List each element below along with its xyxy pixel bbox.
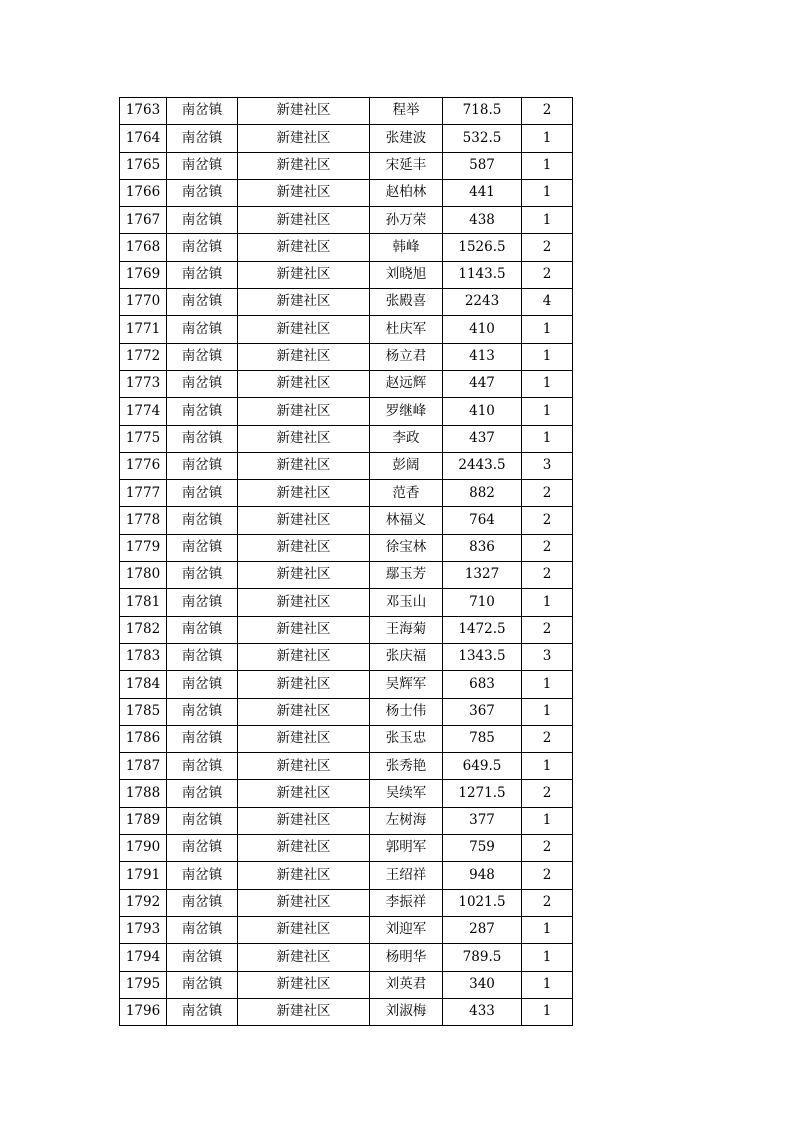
name-cell: 郭明军: [370, 835, 443, 862]
community-cell: 新建社区: [238, 507, 370, 534]
community-cell: 新建社区: [238, 316, 370, 343]
count-cell: 1: [522, 370, 573, 397]
amount-cell: 377: [443, 807, 522, 834]
amount-cell: 367: [443, 698, 522, 725]
row-number: 1775: [120, 425, 167, 452]
table-row: [120, 289, 573, 316]
community-cell: 新建社区: [238, 916, 370, 943]
name-cell: 刘迎军: [370, 916, 443, 943]
count-cell: 1: [522, 179, 573, 206]
table-row: [120, 998, 573, 1025]
name-cell: 范香: [370, 480, 443, 507]
table-row: [120, 452, 573, 479]
name-cell: 杨士伟: [370, 698, 443, 725]
town-cell: 南岔镇: [167, 480, 238, 507]
amount-cell: 1343.5: [443, 643, 522, 670]
row-number: 1773: [120, 370, 167, 397]
name-cell: 李政: [370, 425, 443, 452]
amount-cell: 1021.5: [443, 889, 522, 916]
community-cell: 新建社区: [238, 480, 370, 507]
table-row: [120, 807, 573, 834]
name-cell: 左树海: [370, 807, 443, 834]
community-cell: 新建社区: [238, 370, 370, 397]
row-number: 1766: [120, 179, 167, 206]
name-cell: 张玉忠: [370, 725, 443, 752]
town-cell: 南岔镇: [167, 507, 238, 534]
table-row: [120, 207, 573, 234]
table-row: [120, 562, 573, 589]
community-cell: 新建社区: [238, 835, 370, 862]
table-row: [120, 835, 573, 862]
town-cell: 南岔镇: [167, 725, 238, 752]
amount-cell: 532.5: [443, 125, 522, 152]
count-cell: 1: [522, 152, 573, 179]
count-cell: 1: [522, 944, 573, 971]
name-cell: 林福义: [370, 507, 443, 534]
name-cell: 刘淑梅: [370, 998, 443, 1025]
amount-cell: 948: [443, 862, 522, 889]
amount-cell: 287: [443, 916, 522, 943]
town-cell: 南岔镇: [167, 452, 238, 479]
town-cell: 南岔镇: [167, 152, 238, 179]
community-cell: 新建社区: [238, 179, 370, 206]
row-number: 1770: [120, 289, 167, 316]
town-cell: 南岔镇: [167, 179, 238, 206]
amount-cell: 1526.5: [443, 234, 522, 261]
name-cell: 杨立君: [370, 343, 443, 370]
town-cell: 南岔镇: [167, 589, 238, 616]
table-row: [120, 643, 573, 670]
town-cell: 南岔镇: [167, 343, 238, 370]
table-row: [120, 916, 573, 943]
table-row: [120, 98, 573, 125]
row-number: 1779: [120, 534, 167, 561]
town-cell: 南岔镇: [167, 944, 238, 971]
community-cell: 新建社区: [238, 398, 370, 425]
row-number: 1784: [120, 671, 167, 698]
community-cell: 新建社区: [238, 807, 370, 834]
count-cell: 2: [522, 889, 573, 916]
community-cell: 新建社区: [238, 725, 370, 752]
community-cell: 新建社区: [238, 753, 370, 780]
amount-cell: 1327: [443, 562, 522, 589]
row-number: 1764: [120, 125, 167, 152]
table-row: [120, 780, 573, 807]
table-row: [120, 725, 573, 752]
town-cell: 南岔镇: [167, 289, 238, 316]
town-cell: 南岔镇: [167, 643, 238, 670]
amount-cell: 410: [443, 398, 522, 425]
table-row: [120, 753, 573, 780]
row-number: 1769: [120, 261, 167, 288]
table-row: [120, 671, 573, 698]
row-number: 1772: [120, 343, 167, 370]
name-cell: 王绍祥: [370, 862, 443, 889]
community-cell: 新建社区: [238, 616, 370, 643]
count-cell: 1: [522, 753, 573, 780]
community-cell: 新建社区: [238, 971, 370, 998]
town-cell: 南岔镇: [167, 916, 238, 943]
count-cell: 2: [522, 234, 573, 261]
name-cell: 罗继峰: [370, 398, 443, 425]
town-cell: 南岔镇: [167, 425, 238, 452]
count-cell: 2: [522, 562, 573, 589]
community-cell: 新建社区: [238, 234, 370, 261]
name-cell: 张殿喜: [370, 289, 443, 316]
community-cell: 新建社区: [238, 452, 370, 479]
community-cell: 新建社区: [238, 562, 370, 589]
town-cell: 南岔镇: [167, 807, 238, 834]
name-cell: 赵远辉: [370, 370, 443, 397]
count-cell: 1: [522, 671, 573, 698]
count-cell: 2: [522, 616, 573, 643]
community-cell: 新建社区: [238, 643, 370, 670]
count-cell: 2: [522, 835, 573, 862]
amount-cell: 1472.5: [443, 616, 522, 643]
name-cell: 李振祥: [370, 889, 443, 916]
name-cell: 赵柏林: [370, 179, 443, 206]
row-number: 1792: [120, 889, 167, 916]
row-number: 1767: [120, 207, 167, 234]
row-number: 1771: [120, 316, 167, 343]
community-cell: 新建社区: [238, 425, 370, 452]
amount-cell: 410: [443, 316, 522, 343]
row-number: 1782: [120, 616, 167, 643]
community-cell: 新建社区: [238, 671, 370, 698]
count-cell: 2: [522, 862, 573, 889]
records-table-body: [120, 98, 573, 1026]
table-row: [120, 425, 573, 452]
amount-cell: 785: [443, 725, 522, 752]
count-cell: 1: [522, 807, 573, 834]
count-cell: 3: [522, 643, 573, 670]
amount-cell: 1271.5: [443, 780, 522, 807]
town-cell: 南岔镇: [167, 98, 238, 125]
row-number: 1765: [120, 152, 167, 179]
town-cell: 南岔镇: [167, 125, 238, 152]
name-cell: 杜庆军: [370, 316, 443, 343]
community-cell: 新建社区: [238, 207, 370, 234]
amount-cell: 437: [443, 425, 522, 452]
town-cell: 南岔镇: [167, 780, 238, 807]
count-cell: 2: [522, 780, 573, 807]
community-cell: 新建社区: [238, 998, 370, 1025]
row-number: 1795: [120, 971, 167, 998]
name-cell: 吴续军: [370, 780, 443, 807]
count-cell: 2: [522, 725, 573, 752]
town-cell: 南岔镇: [167, 316, 238, 343]
name-cell: 吴辉军: [370, 671, 443, 698]
town-cell: 南岔镇: [167, 971, 238, 998]
town-cell: 南岔镇: [167, 562, 238, 589]
count-cell: 1: [522, 916, 573, 943]
row-number: 1783: [120, 643, 167, 670]
community-cell: 新建社区: [238, 125, 370, 152]
amount-cell: 587: [443, 152, 522, 179]
row-number: 1780: [120, 562, 167, 589]
town-cell: 南岔镇: [167, 835, 238, 862]
count-cell: 1: [522, 425, 573, 452]
name-cell: 宋延丰: [370, 152, 443, 179]
count-cell: 2: [522, 98, 573, 125]
table-row: [120, 234, 573, 261]
table-row: [120, 889, 573, 916]
count-cell: 1: [522, 316, 573, 343]
community-cell: 新建社区: [238, 98, 370, 125]
table-row: [120, 398, 573, 425]
name-cell: 张庆福: [370, 643, 443, 670]
name-cell: 王海菊: [370, 616, 443, 643]
town-cell: 南岔镇: [167, 207, 238, 234]
name-cell: 徐宝林: [370, 534, 443, 561]
row-number: 1794: [120, 944, 167, 971]
name-cell: 韩峰: [370, 234, 443, 261]
table-row: [120, 589, 573, 616]
town-cell: 南岔镇: [167, 862, 238, 889]
town-cell: 南岔镇: [167, 698, 238, 725]
amount-cell: 649.5: [443, 753, 522, 780]
table-row: [120, 261, 573, 288]
community-cell: 新建社区: [238, 889, 370, 916]
community-cell: 新建社区: [238, 944, 370, 971]
town-cell: 南岔镇: [167, 370, 238, 397]
table-row: [120, 944, 573, 971]
count-cell: 3: [522, 452, 573, 479]
row-number: 1796: [120, 998, 167, 1025]
town-cell: 南岔镇: [167, 671, 238, 698]
community-cell: 新建社区: [238, 534, 370, 561]
table-row: [120, 480, 573, 507]
community-cell: 新建社区: [238, 780, 370, 807]
community-cell: 新建社区: [238, 152, 370, 179]
amount-cell: 433: [443, 998, 522, 1025]
amount-cell: 836: [443, 534, 522, 561]
count-cell: 1: [522, 398, 573, 425]
count-cell: 2: [522, 507, 573, 534]
name-cell: 彭阔: [370, 452, 443, 479]
row-number: 1776: [120, 452, 167, 479]
amount-cell: 441: [443, 179, 522, 206]
amount-cell: 764: [443, 507, 522, 534]
table-row: [120, 370, 573, 397]
town-cell: 南岔镇: [167, 234, 238, 261]
name-cell: 邓玉山: [370, 589, 443, 616]
community-cell: 新建社区: [238, 289, 370, 316]
town-cell: 南岔镇: [167, 753, 238, 780]
name-cell: 刘晓旭: [370, 261, 443, 288]
count-cell: 1: [522, 125, 573, 152]
name-cell: 张建波: [370, 125, 443, 152]
name-cell: 张秀艳: [370, 753, 443, 780]
table-row: [120, 316, 573, 343]
row-number: 1788: [120, 780, 167, 807]
count-cell: 1: [522, 589, 573, 616]
table-row: [120, 152, 573, 179]
amount-cell: 340: [443, 971, 522, 998]
amount-cell: 882: [443, 480, 522, 507]
count-cell: 1: [522, 698, 573, 725]
table-row: [120, 179, 573, 206]
amount-cell: 2443.5: [443, 452, 522, 479]
table-row: [120, 534, 573, 561]
row-number: 1781: [120, 589, 167, 616]
town-cell: 南岔镇: [167, 889, 238, 916]
town-cell: 南岔镇: [167, 534, 238, 561]
amount-cell: 718.5: [443, 98, 522, 125]
count-cell: 1: [522, 207, 573, 234]
name-cell: 程举: [370, 98, 443, 125]
town-cell: 南岔镇: [167, 616, 238, 643]
table-row: [120, 616, 573, 643]
amount-cell: 710: [443, 589, 522, 616]
row-number: 1789: [120, 807, 167, 834]
amount-cell: 1143.5: [443, 261, 522, 288]
count-cell: 1: [522, 343, 573, 370]
name-cell: 孙万荣: [370, 207, 443, 234]
amount-cell: 789.5: [443, 944, 522, 971]
count-cell: 2: [522, 480, 573, 507]
name-cell: 鄢玉芳: [370, 562, 443, 589]
count-cell: 2: [522, 534, 573, 561]
row-number: 1774: [120, 398, 167, 425]
name-cell: 刘英君: [370, 971, 443, 998]
count-cell: 4: [522, 289, 573, 316]
row-number: 1768: [120, 234, 167, 261]
row-number: 1791: [120, 862, 167, 889]
row-number: 1777: [120, 480, 167, 507]
community-cell: 新建社区: [238, 589, 370, 616]
amount-cell: 447: [443, 370, 522, 397]
table-row: [120, 698, 573, 725]
row-number: 1778: [120, 507, 167, 534]
amount-cell: 413: [443, 343, 522, 370]
row-number: 1785: [120, 698, 167, 725]
count-cell: 1: [522, 971, 573, 998]
community-cell: 新建社区: [238, 343, 370, 370]
count-cell: 1: [522, 998, 573, 1025]
name-cell: 杨明华: [370, 944, 443, 971]
row-number: 1787: [120, 753, 167, 780]
row-number: 1790: [120, 835, 167, 862]
table-row: [120, 862, 573, 889]
community-cell: 新建社区: [238, 261, 370, 288]
row-number: 1793: [120, 916, 167, 943]
town-cell: 南岔镇: [167, 261, 238, 288]
table-row: [120, 507, 573, 534]
town-cell: 南岔镇: [167, 998, 238, 1025]
community-cell: 新建社区: [238, 698, 370, 725]
amount-cell: 2243: [443, 289, 522, 316]
amount-cell: 438: [443, 207, 522, 234]
town-cell: 南岔镇: [167, 398, 238, 425]
table-row: [120, 125, 573, 152]
row-number: 1786: [120, 725, 167, 752]
count-cell: 2: [522, 261, 573, 288]
row-number: 1763: [120, 98, 167, 125]
table-row: [120, 343, 573, 370]
records-table: [119, 97, 573, 1026]
table-row: [120, 971, 573, 998]
amount-cell: 759: [443, 835, 522, 862]
community-cell: 新建社区: [238, 862, 370, 889]
amount-cell: 683: [443, 671, 522, 698]
